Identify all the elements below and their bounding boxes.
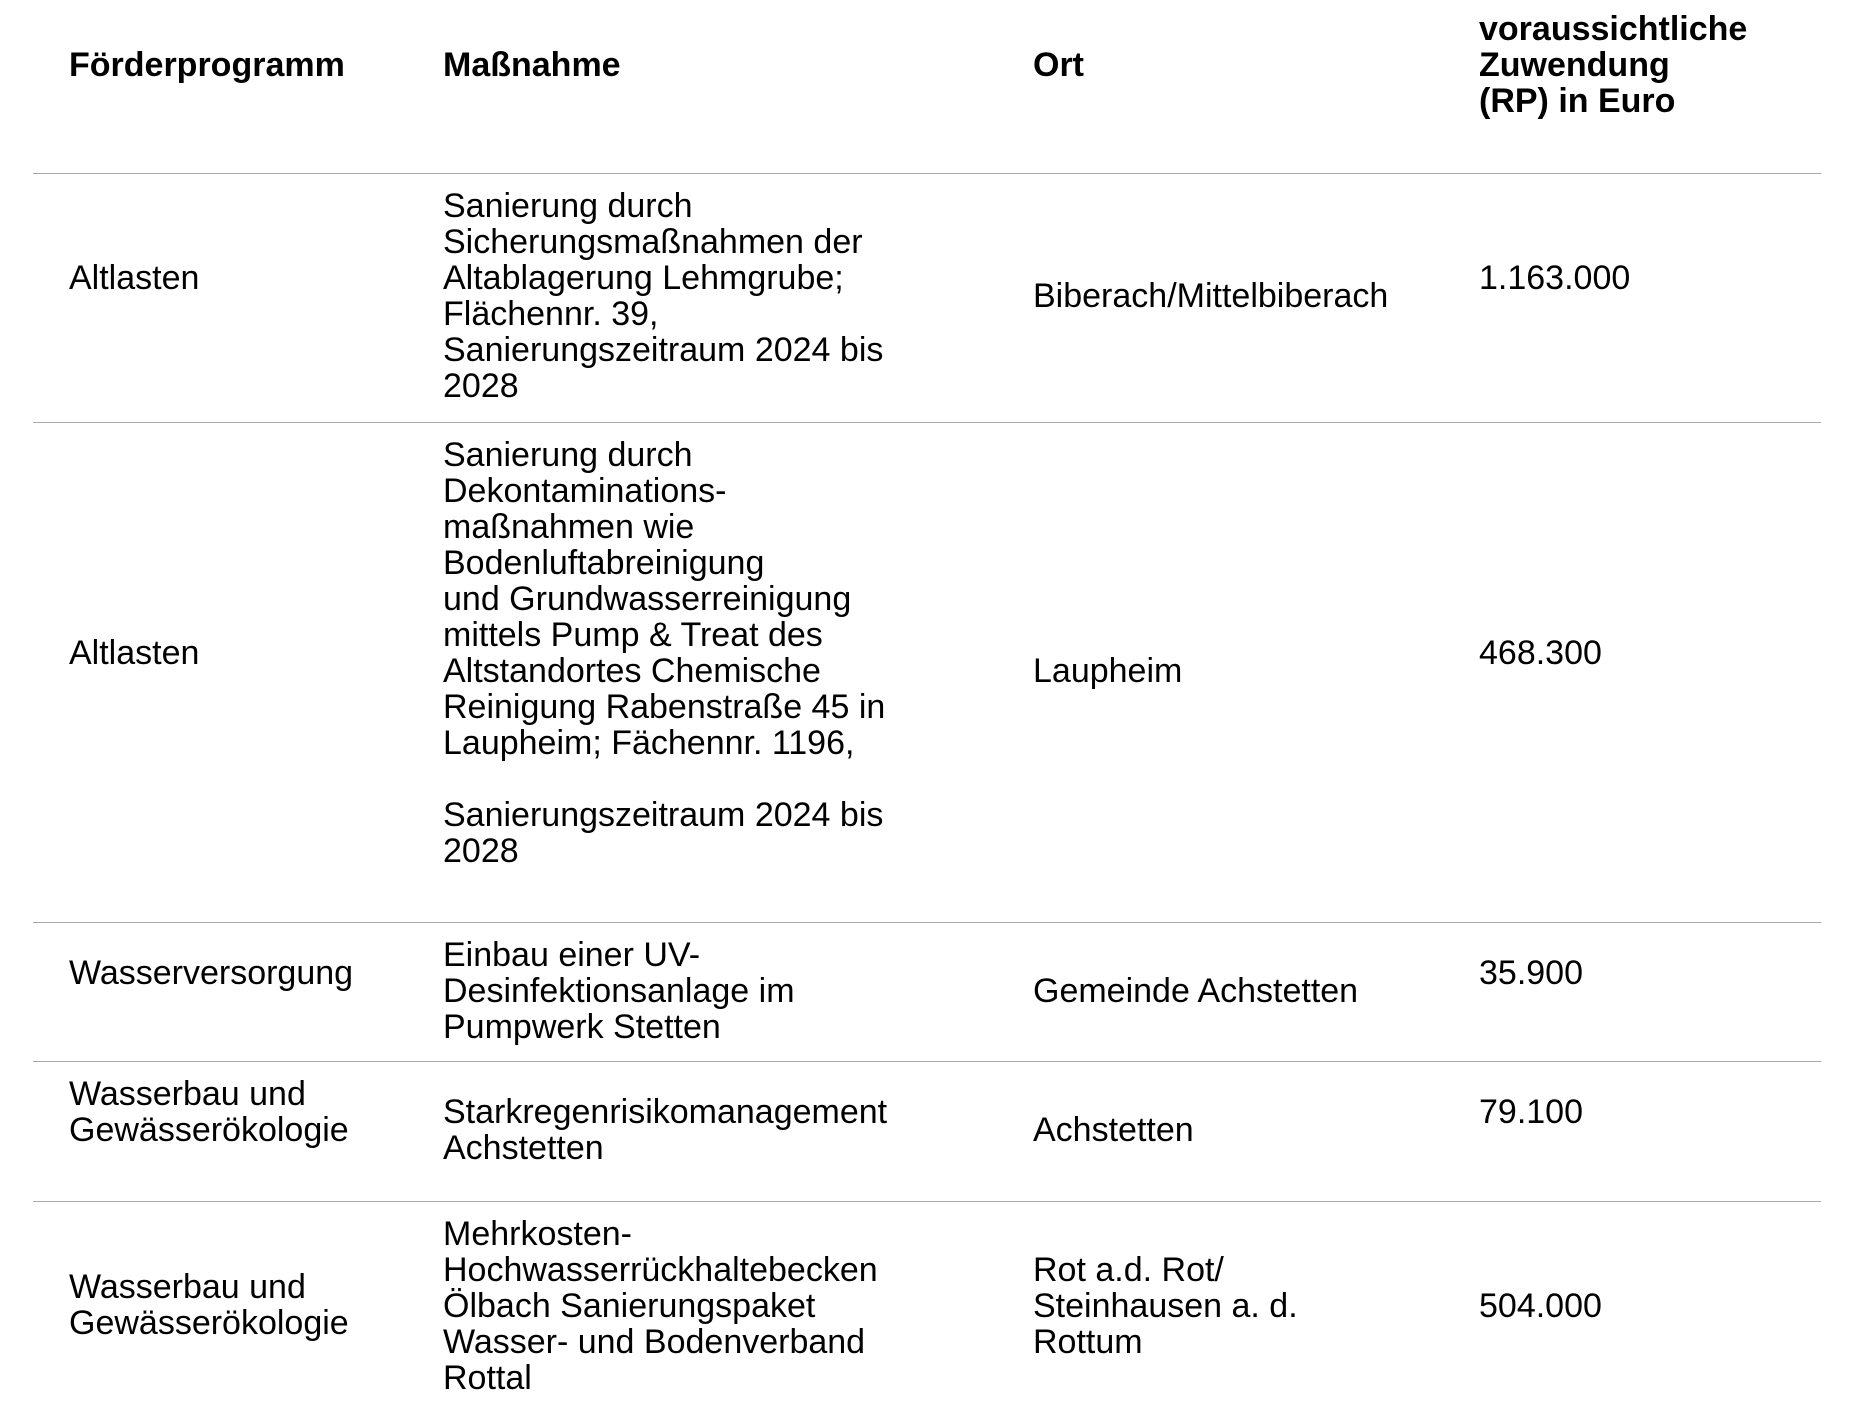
header-location: Ort xyxy=(1033,46,1084,84)
header-program: Förderprogramm xyxy=(69,46,345,84)
cell-location: Gemeinde Achstetten xyxy=(1033,972,1359,1010)
header-amount: voraussichtliche Zuwendung (RP) in Euro xyxy=(1479,10,1748,120)
cell-measure: Sanierung durch Sicherungsmaßnahmen der Altablagerung Lehmgrube; Flächennr. 39, Sanierungszeitraum 2024 bis 2028 xyxy=(443,187,884,405)
table-row xyxy=(33,423,1821,923)
cell-amount: 35.900 xyxy=(1479,954,1583,992)
table-header-row xyxy=(33,0,1821,174)
cell-amount: 504.000 xyxy=(1479,1287,1602,1325)
cell-amount: 468.300 xyxy=(1479,634,1602,672)
cell-measure: Einbau einer UV- Desinfektionsanlage im Pumpwerk Stetten xyxy=(443,936,795,1046)
cell-program: Wasserbau und Gewässerökologie xyxy=(69,1268,349,1342)
cell-amount: 1.163.000 xyxy=(1479,259,1631,297)
table-row xyxy=(33,1062,1821,1202)
table-row xyxy=(33,923,1821,1062)
cell-measure: Starkregenrisikomanagement Achstetten xyxy=(443,1093,888,1167)
cell-program: Wasserversorgung xyxy=(69,954,354,992)
table-row xyxy=(33,1202,1821,1402)
cell-location: Achstetten xyxy=(1033,1111,1194,1149)
cell-program: Wasserbau und Gewässerökologie xyxy=(69,1075,349,1149)
cell-program: Altlasten xyxy=(69,634,200,672)
funding-table xyxy=(33,0,1821,1402)
cell-program: Altlasten xyxy=(69,259,200,297)
header-measure: Maßnahme xyxy=(443,46,621,84)
table-row xyxy=(33,174,1821,423)
cell-location: Laupheim xyxy=(1033,652,1183,690)
cell-location: Rot a.d. Rot/ Steinhausen a. d. Rottum xyxy=(1033,1251,1298,1361)
cell-location: Biberach/Mittelbiberach xyxy=(1033,277,1389,315)
cell-amount: 79.100 xyxy=(1479,1093,1583,1131)
cell-measure: Sanierung durch Dekontaminations- maßnahmen wie Bodenluftabreinigung und Grundwasserreinigung mittels Pump & Treat des Altstandortes Chemische Reinigung Rabenstraße 45 in Laupheim; Fächennr. 1196, Sanierungszeitraum 2024 bis 2028 xyxy=(443,436,886,870)
cell-measure: Mehrkosten- Hochwasserrückhaltebecken Ölbach Sanierungspaket Wasser- und Bodenverband Rottal xyxy=(443,1215,878,1397)
